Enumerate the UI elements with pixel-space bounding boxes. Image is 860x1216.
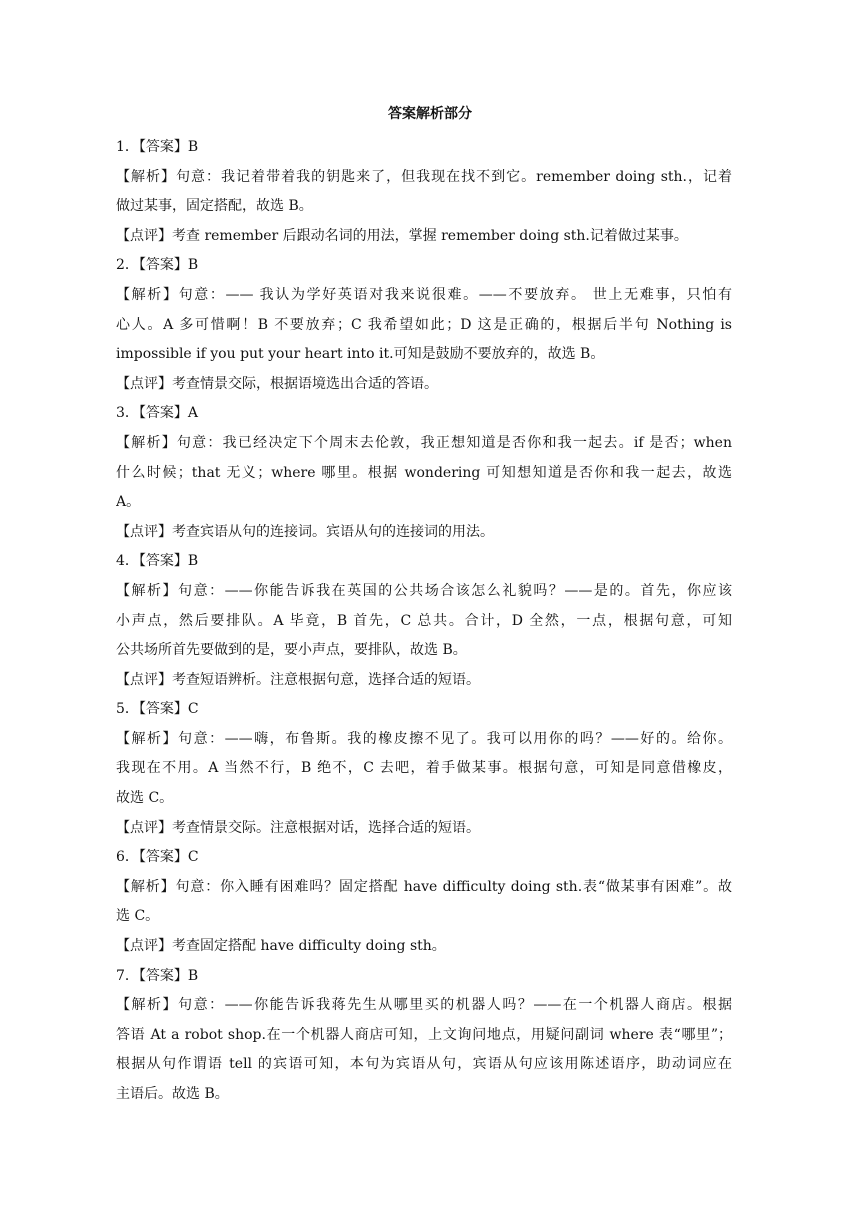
text-line: 主语后。故选 B。 xyxy=(116,1086,229,1102)
page-title: 答案解析部分 xyxy=(388,106,472,122)
answer-content xyxy=(116,133,732,1110)
text-line: 【点评】考查固定搭配 have difficulty doing sth。 xyxy=(116,938,446,955)
text-line: 选 C。 xyxy=(116,908,160,925)
text-line: 【解析】句意：——嗨，布鲁斯。我的橡皮擦不见了。我可以用你的吗？——好的。给你。 xyxy=(116,730,732,747)
text-line: 【解析】句意：——你能告诉我在英国的公共场合该怎么礼貌吗？——是的。首先，你应该 xyxy=(116,582,732,599)
text-line: 故选 C。 xyxy=(116,790,174,807)
text-line: A。 xyxy=(116,494,141,511)
text-line: 【解析】句意：我记着带着我的钥匙来了，但我现在找不到它。remember doing sth.，记着 xyxy=(116,168,732,185)
text-line: 3．【答案】A xyxy=(116,405,199,422)
text-line: impossible if you put your heart into it.可知是鼓励不要放弃的，故选 B。 xyxy=(116,346,605,363)
text-line: 做过某事，固定搭配，故选 B。 xyxy=(116,198,313,215)
text-line: 【解析】句意：—— 我认为学好英语对我来说很难。——不要放弃。 世上无难事，只怕有 xyxy=(116,286,732,303)
text-line: 【点评】考查 remember 后跟动名词的用法，掌握 remember doing sth.记着做过某事。 xyxy=(116,227,688,244)
text-line: 【解析】句意：你入睡有困难吗？固定搭配 have difficulty doing sth.表“做某事有困难”。故 xyxy=(116,878,732,895)
text-line: 6．【答案】C xyxy=(116,849,199,866)
text-line: 【点评】考查宾语从句的连接词。宾语从句的连接词的用法。 xyxy=(116,523,494,540)
text-line: 答语 At a robot shop.在一个机器人商店可知，上文询问地点，用疑问副词 where 表“哪里”； xyxy=(116,1026,732,1043)
text-line: 小声点，然后要排队。A 毕竟，B 首先，C 总共。合计，D 全然，一点，根据句意，可知 xyxy=(116,612,732,629)
text-line: 什么时候；that 无义；where 哪里。根据 wondering 可知想知道是否你和我一起去，故选 xyxy=(116,464,732,481)
text-line: 【点评】考查情景交际，根据语境选出合适的答语。 xyxy=(116,375,438,392)
text-line: 1．【答案】B xyxy=(116,139,199,155)
text-line: 4．【答案】B xyxy=(116,553,199,570)
text-line: 根据从句作谓语 tell 的宾语可知，本句为宾语从句，宾语从句应该用陈述语序，助动词应在 xyxy=(116,1056,732,1073)
text-line: 5．【答案】C xyxy=(116,701,199,718)
text-line: 7．【答案】B xyxy=(116,967,199,984)
text-line: 心人。A 多可惜啊！B 不要放弃；C 我希望如此；D 这是正确的，根据后半句 Nothing is xyxy=(116,316,732,333)
text-line: 【点评】考查情景交际。注意根据对话，选择合适的短语。 xyxy=(116,819,480,836)
text-line: 【解析】句意：我已经决定下个周末去伦敦，我正想知道是否你和我一起去。if 是否；when xyxy=(116,434,732,451)
text-line: 2．【答案】B xyxy=(116,257,199,274)
text-line: 【点评】考查短语辨析。注意根据句意，选择合适的短语。 xyxy=(116,671,480,688)
text-line: 公共场所首先要做到的是，要小声点，要排队，故选 B。 xyxy=(116,642,467,659)
text-line: 我现在不用。A 当然不行，B 绝不，C 去吧，着手做某事。根据句意，可知是同意借橡皮， xyxy=(116,760,732,777)
text-line: 【解析】句意：——你能告诉我蒋先生从哪里买的机器人吗？——在一个机器人商店。根据 xyxy=(116,997,732,1014)
